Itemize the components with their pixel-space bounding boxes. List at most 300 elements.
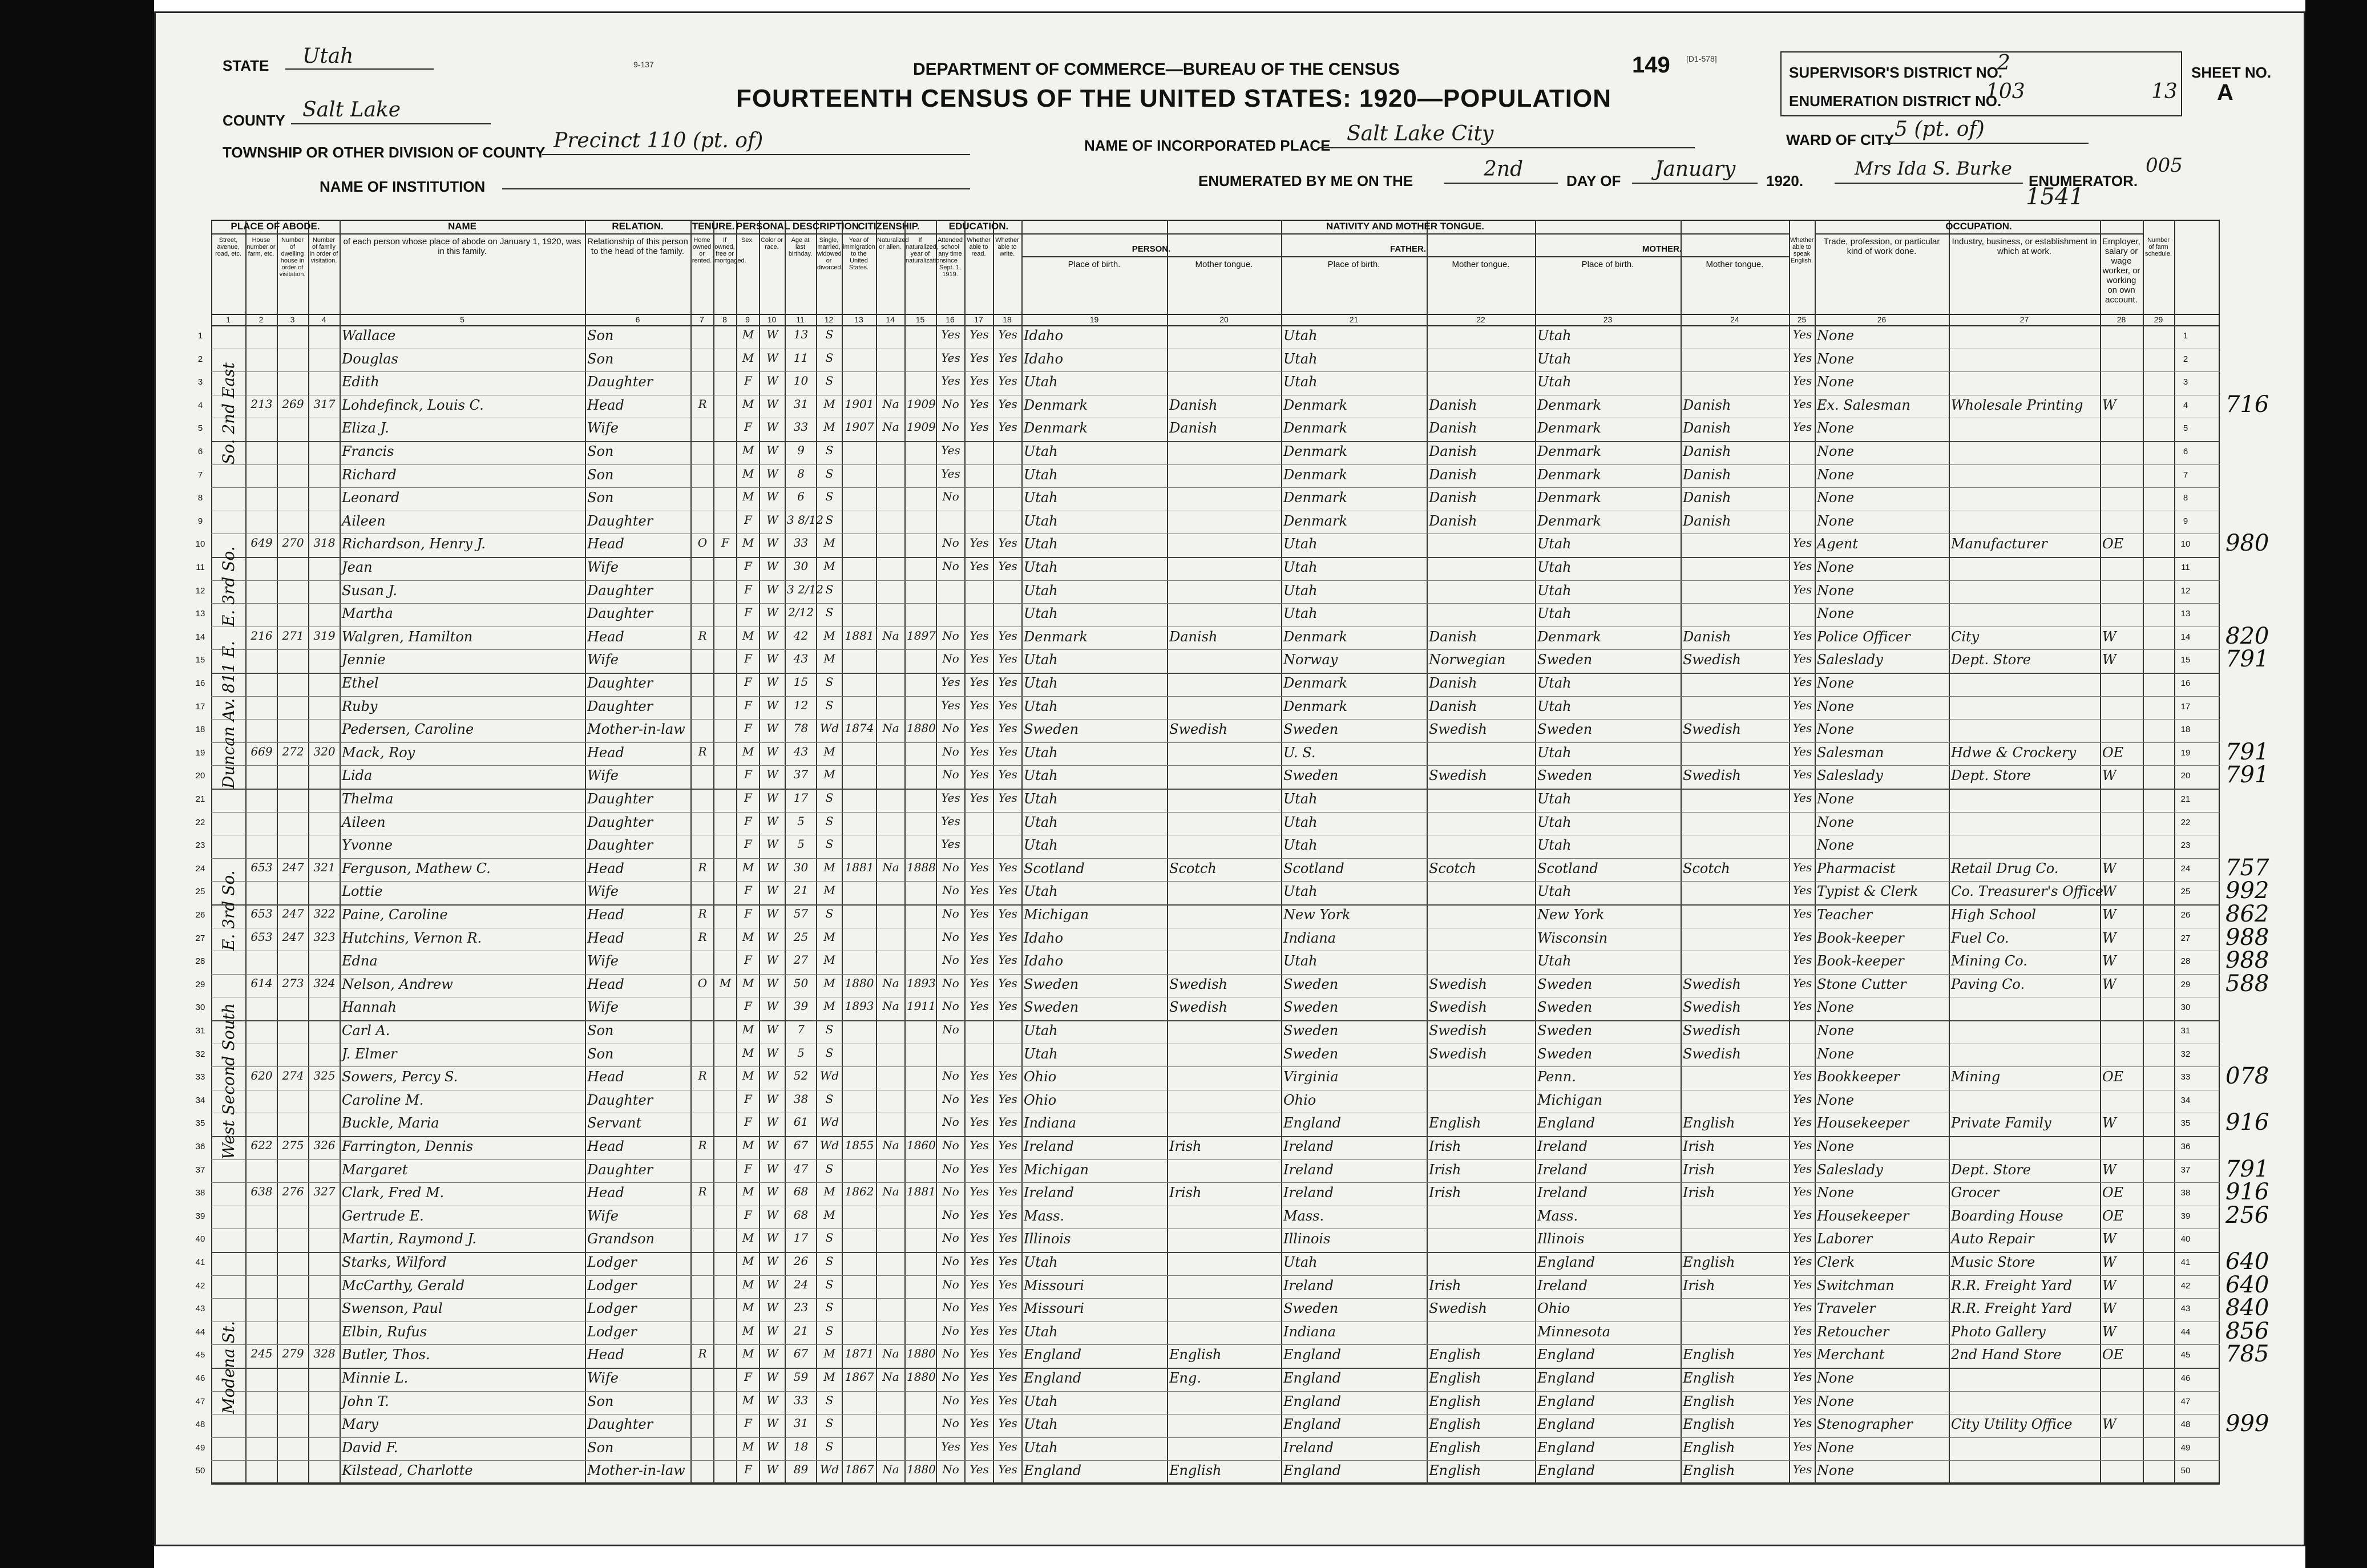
cell-name: Edna xyxy=(342,953,378,969)
cell-occ: Salesman xyxy=(1817,744,1884,761)
group-head-citizenship: CITIZENSHIP. xyxy=(842,220,936,235)
cell-fpob: Utah xyxy=(1283,814,1318,830)
cell-ms: S xyxy=(825,490,834,504)
cell-eng: Yes xyxy=(1792,536,1812,550)
cell-read: Yes xyxy=(970,976,989,990)
line-number: 12 xyxy=(2180,585,2191,596)
cell-mpob: Sweden xyxy=(1537,1045,1593,1062)
county-value: Salt Lake xyxy=(302,98,401,122)
cell-age: 17 xyxy=(793,1231,809,1245)
column-number: 25 xyxy=(1797,315,1807,324)
cell-emp: W xyxy=(2102,860,2116,876)
cell-fpob: Utah xyxy=(1283,605,1318,622)
cell-emp: W xyxy=(2102,1300,2116,1317)
cell-ms: M xyxy=(823,1207,835,1222)
cell-fpob: Utah xyxy=(1283,374,1318,390)
cell-natyr: 1881 xyxy=(907,1185,936,1199)
cell-sch: No xyxy=(942,883,959,898)
cell-read: Yes xyxy=(970,1207,989,1222)
cell-sch: No xyxy=(942,1254,959,1268)
cell-name: Buckle, Maria xyxy=(342,1115,439,1131)
cell-eng: Yes xyxy=(1792,883,1812,898)
cell-write: Yes xyxy=(998,767,1017,782)
column-number: 23 xyxy=(1603,315,1613,324)
cell-ms: M xyxy=(823,397,835,411)
cell-house: 216 xyxy=(251,628,273,642)
cell-ftongue: English xyxy=(1429,1370,1481,1386)
cell-ind: Hdwe & Crockery xyxy=(1951,744,2077,761)
cell-color: W xyxy=(766,814,778,828)
cell-name: Lida xyxy=(342,767,373,784)
cell-write: Yes xyxy=(998,698,1017,712)
cell-age: 26 xyxy=(793,1254,809,1268)
township-value: Precinct 110 (pt. of) xyxy=(554,129,764,152)
cell-occ: Teacher xyxy=(1817,907,1873,923)
cell-eng: Yes xyxy=(1792,1462,1812,1477)
cell-read: Yes xyxy=(970,628,989,642)
cell-tongue: Swedish xyxy=(1169,999,1227,1016)
cell-rel: Daughter xyxy=(587,1416,653,1433)
cell-occ: None xyxy=(1817,837,1855,854)
cell-name: Margaret xyxy=(342,1161,408,1178)
cell-pob: Denmark xyxy=(1024,628,1088,645)
cell-color: W xyxy=(766,397,778,411)
cell-rel: Daughter xyxy=(587,605,653,622)
cell-write: Yes xyxy=(998,559,1017,573)
cell-pob: Sweden xyxy=(1024,721,1079,738)
cell-emp: W xyxy=(2102,1115,2116,1131)
cell-fpob: Indiana xyxy=(1283,930,1336,946)
cell-age: 17 xyxy=(793,791,809,805)
cell-mpob: Utah xyxy=(1537,837,1572,854)
cell-eng: Yes xyxy=(1792,420,1812,434)
line-number: 49 xyxy=(195,1442,205,1453)
institution-label: NAME OF INSTITUTION xyxy=(320,178,486,195)
cell-pob: Illinois xyxy=(1024,1231,1071,1247)
month-value: January xyxy=(1655,157,1736,181)
cell-rel: Son xyxy=(587,443,614,459)
line-number: 25 xyxy=(195,887,205,897)
table-row xyxy=(195,1179,2269,1206)
cell-occ: Housekeeper xyxy=(1817,1115,1909,1131)
cell-name: Lottie xyxy=(342,883,383,900)
cell-age: 21 xyxy=(793,1323,809,1337)
cell-emp: W xyxy=(2102,767,2116,784)
cell-own: R xyxy=(698,744,707,758)
cell-occ: None xyxy=(1817,443,1855,459)
cell-fpob: Sweden xyxy=(1283,721,1339,738)
cell-color: W xyxy=(766,999,778,1013)
cell-color: W xyxy=(766,698,778,712)
cell-name: Carl A. xyxy=(342,1023,390,1038)
cell-natyr: 1909 xyxy=(907,420,936,434)
cell-ms: M xyxy=(823,930,835,944)
column-head-14: Naturalized or alien. xyxy=(877,237,909,250)
cell-age: 37 xyxy=(793,767,809,782)
cell-sex: M xyxy=(742,328,754,341)
cell-eng: Yes xyxy=(1792,1416,1812,1430)
cell-read: Yes xyxy=(970,675,989,689)
cell-mtongue: Danish xyxy=(1683,420,1731,437)
cell-rel: Head xyxy=(587,907,624,923)
county-label: COUNTY xyxy=(223,112,285,129)
cell-write: Yes xyxy=(998,1115,1017,1129)
line-number: 41 xyxy=(2180,1258,2191,1267)
cell-sex: F xyxy=(744,814,752,828)
table-row xyxy=(195,1202,2269,1229)
column-number: 2 xyxy=(258,315,264,324)
column-head-19: Place of birth. xyxy=(1068,260,1121,269)
line-number: 38 xyxy=(195,1188,205,1198)
cell-eng: Yes xyxy=(1792,744,1812,758)
cell-pob: Utah xyxy=(1024,1023,1058,1038)
line-number: 13 xyxy=(2180,609,2191,619)
cell-occ: Bookkeeper xyxy=(1817,1069,1900,1085)
cell-read: Yes xyxy=(970,883,989,898)
cell-rel: Head xyxy=(587,1069,624,1085)
subgroup-head-mother: MOTHER. xyxy=(1535,243,1789,257)
cell-occ: Housekeeper xyxy=(1817,1207,1909,1224)
supervisor-value: 2 xyxy=(1997,51,2010,75)
cell-ms: S xyxy=(825,328,834,341)
cell-ms: Wd xyxy=(819,1069,839,1083)
cell-imm: 1871 xyxy=(845,1347,874,1361)
cell-fpob: Ireland xyxy=(1283,1161,1334,1178)
cell-ms: M xyxy=(823,860,835,874)
cell-name: McCarthy, Gerald xyxy=(342,1277,465,1294)
cell-age: 2/12 xyxy=(788,605,814,620)
street-label: E. 3rd So. xyxy=(219,546,238,627)
cell-write: Yes xyxy=(998,1138,1017,1152)
cell-eng: Yes xyxy=(1792,1138,1812,1152)
cell-rel: Daughter xyxy=(587,1161,653,1178)
cell-ftongue: Danish xyxy=(1429,397,1477,413)
cell-house: 638 xyxy=(251,1185,273,1199)
cell-rel: Wife xyxy=(587,999,619,1016)
cell-natyr: 1880 xyxy=(907,1462,936,1477)
table-row xyxy=(195,1437,2220,1461)
cell-sex: M xyxy=(742,536,754,550)
table-row xyxy=(195,1271,2269,1299)
column-head-20: Mother tongue. xyxy=(1195,260,1253,269)
column-number: 4 xyxy=(321,315,326,324)
cell-pob: England xyxy=(1024,1347,1082,1363)
cell-pob: Utah xyxy=(1024,559,1058,575)
table-row xyxy=(195,1228,2220,1252)
cell-read: Yes xyxy=(970,328,989,341)
line-number: 9 xyxy=(2183,516,2188,526)
cell-fpob: Utah xyxy=(1283,953,1318,969)
line-number: 43 xyxy=(195,1304,205,1314)
cell-pob: Utah xyxy=(1024,767,1058,784)
cell-pob: Indiana xyxy=(1024,1115,1077,1131)
cell-sch: Yes xyxy=(941,675,960,689)
cell-color: W xyxy=(766,1161,778,1175)
cell-mpob: Sweden xyxy=(1537,652,1593,668)
line-number: 36 xyxy=(2180,1142,2191,1151)
cell-ms: M xyxy=(823,652,835,666)
cell-fpob: Denmark xyxy=(1283,512,1347,529)
group-head-abode: PLACE OF ABODE. xyxy=(211,220,340,235)
year-value: 1920. xyxy=(1766,172,1804,189)
cell-ind: Co. Treasurer's Office xyxy=(1951,883,2104,900)
cell-pob: Utah xyxy=(1024,1393,1058,1409)
line-number: 23 xyxy=(195,840,205,851)
line-number: 42 xyxy=(195,1280,205,1291)
line-number: 48 xyxy=(2180,1420,2191,1430)
sheet-side: A xyxy=(2217,80,2233,105)
line-number: 40 xyxy=(2180,1234,2191,1244)
cell-write: Yes xyxy=(998,1462,1017,1477)
cell-occ: None xyxy=(1817,1370,1855,1386)
cell-mtongue: Irish xyxy=(1683,1185,1715,1201)
cell-mtongue: Irish xyxy=(1683,1277,1715,1294)
cell-read: Yes xyxy=(970,1069,989,1083)
cell-color: W xyxy=(766,721,778,735)
cell-sex: M xyxy=(742,1300,754,1315)
cell-mpob: England xyxy=(1537,1462,1595,1479)
cell-ms: S xyxy=(825,1023,834,1036)
cell-sex: M xyxy=(742,397,754,411)
cell-age: 13 xyxy=(793,328,809,341)
cell-color: W xyxy=(766,559,778,573)
cell-ind: City xyxy=(1951,628,1980,645)
ward-underline xyxy=(1883,143,2089,144)
cell-sex: F xyxy=(744,953,752,967)
cell-fpob: Ohio xyxy=(1283,1092,1316,1108)
cell-pob: Utah xyxy=(1024,791,1058,807)
cell-mpob: Utah xyxy=(1537,744,1572,761)
cell-ind: Manufacturer xyxy=(1951,536,2047,552)
cell-sex: F xyxy=(744,512,752,527)
cell-ftongue: Danish xyxy=(1429,675,1477,691)
cell-mtongue: Swedish xyxy=(1683,1045,1741,1062)
line-number: 29 xyxy=(195,979,205,989)
cell-emp: OE xyxy=(2102,1347,2124,1363)
cell-mtongue: Scotch xyxy=(1683,860,1730,876)
table-row xyxy=(195,1155,2269,1183)
cell-age: 8 xyxy=(797,466,805,480)
cell-occ: None xyxy=(1817,374,1855,390)
line-number: 34 xyxy=(2180,1095,2191,1105)
column-number: 21 xyxy=(1349,315,1359,324)
line-number: 10 xyxy=(2180,539,2191,549)
column-number: 22 xyxy=(1476,315,1485,324)
line-number: 46 xyxy=(195,1373,205,1383)
cell-occ: Police Officer xyxy=(1817,628,1910,645)
cell-rel: Son xyxy=(587,1023,614,1038)
cell-sch: No xyxy=(942,1462,959,1477)
table-row xyxy=(197,441,2220,464)
table-row xyxy=(195,623,2269,650)
cell-name: Yvonne xyxy=(342,837,393,854)
cell-eng: Yes xyxy=(1792,791,1812,805)
column-head-12: Single, married, widowed, or divorced. xyxy=(817,237,843,271)
cell-age: 38 xyxy=(793,1092,809,1106)
cell-name: Walgren, Hamilton xyxy=(342,628,473,645)
line-number: 14 xyxy=(2180,632,2191,642)
cell-occ: None xyxy=(1817,1092,1855,1108)
cell-rel: Lodger xyxy=(587,1323,637,1340)
cell-name: Lohdefinck, Louis C. xyxy=(342,397,484,413)
cell-own: R xyxy=(698,1069,707,1083)
cell-age: 11 xyxy=(793,350,809,365)
enumerator-underline xyxy=(1835,183,2023,184)
cell-age: 61 xyxy=(793,1115,809,1129)
cell-sch: Yes xyxy=(941,328,960,341)
cell-rel: Head xyxy=(587,1185,624,1201)
occupation-code-note: 992 xyxy=(2225,878,2269,904)
cell-eng: Yes xyxy=(1792,1185,1812,1199)
cell-name: Mary xyxy=(342,1416,378,1433)
line-number: 47 xyxy=(195,1396,205,1407)
cell-sch: No xyxy=(942,397,959,411)
line-number: 35 xyxy=(195,1118,205,1129)
cell-imm: 1867 xyxy=(845,1462,874,1477)
cell-ftongue: English xyxy=(1429,1416,1481,1433)
cell-name: Kilstead, Charlotte xyxy=(342,1462,473,1479)
cell-fpob: New York xyxy=(1283,907,1351,923)
cell-read: Yes xyxy=(970,907,989,920)
cell-age: 18 xyxy=(793,1439,809,1453)
cell-occ: None xyxy=(1817,559,1855,575)
cell-sex: F xyxy=(744,698,752,712)
cell-occ: Stenographer xyxy=(1817,1416,1913,1433)
cell-mtongue: Danish xyxy=(1683,466,1731,483)
cell-house: 213 xyxy=(251,397,273,411)
cell-name: Richard xyxy=(342,466,397,483)
cell-rel: Son xyxy=(587,466,614,483)
cell-imm: 1881 xyxy=(845,860,874,874)
cell-rel: Son xyxy=(587,328,614,343)
cell-ms: S xyxy=(825,1161,834,1175)
cell-sex: F xyxy=(744,675,752,689)
column-head-23: Place of birth. xyxy=(1581,260,1634,269)
cell-tongue: Danish xyxy=(1169,397,1218,413)
cell-mpob: Sweden xyxy=(1537,1023,1593,1038)
cell-rel: Wife xyxy=(587,559,619,575)
form-number: 9-137 xyxy=(633,60,654,69)
cell-sex: F xyxy=(744,1462,752,1477)
cell-emp: W xyxy=(2102,976,2116,992)
line-number: 33 xyxy=(195,1072,205,1082)
cell-read: Yes xyxy=(970,1185,989,1199)
cell-occ: Book-keeper xyxy=(1817,930,1904,946)
cell-ftongue: English xyxy=(1429,1462,1481,1479)
cell-pob: Sweden xyxy=(1024,999,1079,1016)
column-head-1: Street, avenue, road, etc. xyxy=(215,237,241,257)
cell-sex: M xyxy=(742,1185,754,1199)
cell-ftongue: Danish xyxy=(1429,443,1477,459)
cell-sex: M xyxy=(742,1023,754,1036)
cell-write: Yes xyxy=(998,328,1017,341)
line-number: 22 xyxy=(2180,817,2191,827)
cell-mpob: Penn. xyxy=(1537,1069,1576,1085)
cell-sex: F xyxy=(744,1161,752,1175)
cell-occ: None xyxy=(1817,999,1855,1016)
cell-mpob: New York xyxy=(1537,907,1605,923)
cell-read: Yes xyxy=(970,1370,989,1384)
column-head-25: Whether able to speak English. xyxy=(1790,237,1814,264)
cell-pob: Denmark xyxy=(1024,397,1088,413)
cell-rel: Daughter xyxy=(587,814,653,830)
group-head-name: NAME xyxy=(340,220,585,235)
cell-age: 42 xyxy=(793,628,809,642)
cell-pob: Utah xyxy=(1024,837,1058,854)
cell-color: W xyxy=(766,1231,778,1245)
group-head-personal: PERSONAL DESCRIPTION. xyxy=(736,220,842,235)
cell-ind: City Utility Office xyxy=(1951,1416,2073,1433)
column-number: 17 xyxy=(974,315,983,324)
cell-color: W xyxy=(766,976,778,990)
cell-write: Yes xyxy=(998,1092,1017,1106)
cell-fpob: Virginia xyxy=(1283,1069,1339,1085)
cell-pob: Utah xyxy=(1024,698,1058,714)
county-underline xyxy=(291,123,491,124)
cell-mtongue: Irish xyxy=(1683,1161,1715,1178)
cell-natyr: 1880 xyxy=(907,721,936,735)
line-number: 39 xyxy=(195,1211,205,1221)
cell-color: W xyxy=(766,328,778,341)
cell-name: Ethel xyxy=(342,675,379,691)
cell-rel: Wife xyxy=(587,953,619,969)
cell-emp: W xyxy=(2102,397,2116,413)
cell-color: W xyxy=(766,1254,778,1268)
cell-mtongue: Swedish xyxy=(1683,652,1741,668)
cell-fpob: Sweden xyxy=(1283,1300,1339,1317)
cell-read: Yes xyxy=(970,930,989,944)
cell-age: 50 xyxy=(793,976,809,990)
cell-own: R xyxy=(698,1138,707,1152)
occupation-code-note: 785 xyxy=(2225,1341,2269,1368)
ward-value: 5 (pt. of) xyxy=(1895,118,1985,141)
cell-mort: F xyxy=(721,536,729,550)
cell-ftongue: Irish xyxy=(1429,1277,1461,1294)
cell-fpob: Denmark xyxy=(1283,443,1347,459)
cell-mpob: England xyxy=(1537,1439,1595,1456)
cell-fpob: Utah xyxy=(1283,582,1318,599)
cell-fpob: Denmark xyxy=(1283,490,1347,506)
cell-sch: No xyxy=(942,1069,959,1083)
column-head-24: Mother tongue. xyxy=(1706,260,1764,269)
cell-fam: 324 xyxy=(313,976,336,990)
cell-mtongue: English xyxy=(1683,1254,1735,1270)
cell-own: R xyxy=(698,907,707,920)
cell-rel: Wife xyxy=(587,652,619,668)
cell-dw: 247 xyxy=(282,860,304,874)
cell-write: Yes xyxy=(998,1416,1017,1430)
cell-color: W xyxy=(766,628,778,642)
cell-pob: Utah xyxy=(1024,1416,1058,1433)
cell-ms: M xyxy=(823,744,835,758)
cell-house: 653 xyxy=(251,907,273,920)
cell-name: Aileen xyxy=(342,814,386,830)
line-number: 13 xyxy=(195,609,205,619)
cell-write: Yes xyxy=(998,1300,1017,1315)
cell-rel: Daughter xyxy=(587,675,653,691)
line-number: 19 xyxy=(2180,747,2191,758)
cell-read: Yes xyxy=(970,420,989,434)
cell-color: W xyxy=(766,860,778,874)
cell-sex: F xyxy=(744,791,752,805)
cell-sch: Yes xyxy=(941,443,960,457)
cell-emp: W xyxy=(2102,1161,2116,1178)
line-number: 21 xyxy=(2180,794,2191,804)
cell-write: Yes xyxy=(998,536,1017,550)
group-head-relation: RELATION. xyxy=(585,220,690,235)
cell-fpob: Denmark xyxy=(1283,675,1347,691)
cell-mtongue: Swedish xyxy=(1683,721,1741,738)
